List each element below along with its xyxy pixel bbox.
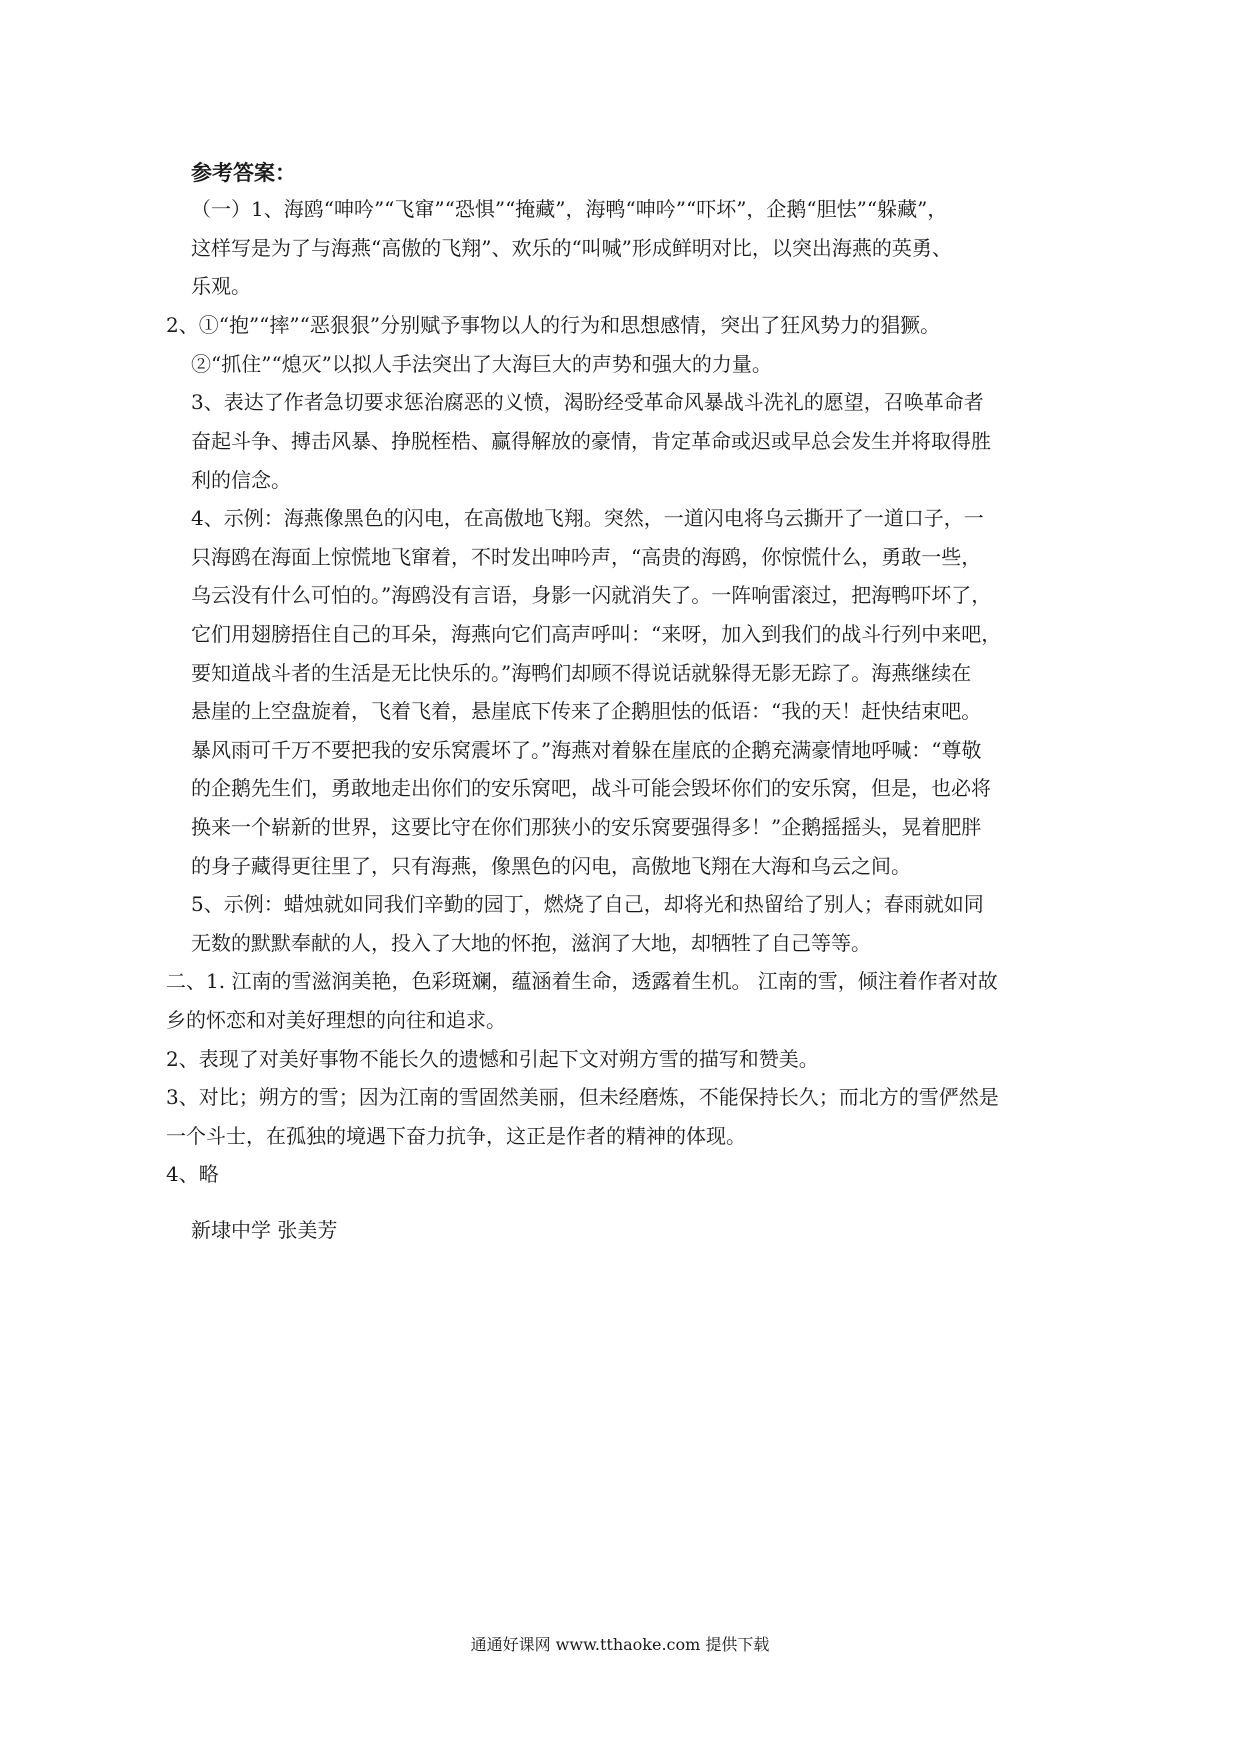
answer-line: 乐观。 — [191, 274, 251, 298]
page-footer: 通通好课网 www.tthaoke.com 提供下载 — [470, 1635, 770, 1654]
answer-line: 它们用翅膀捂住自己的耳朵，海燕向它们高声呼叫：“来呀，加入到我们的战斗行列中来吧， — [191, 622, 1002, 646]
answer-line: 这样写是为了与海燕“高傲的飞翔”、欢乐的“叫喊”形成鲜明对比，以突出海燕的英勇、 — [191, 236, 952, 260]
answer-line: 换来一个崭新的世界，这要比守在你们那狭小的安乐窝要强得多！”企鹅摇摇头，晃着肥胖 — [191, 815, 982, 839]
answer-line: 暴风雨可千万不要把我的安乐窝震坏了。”海燕对着躲在崖底的企鹅充满豪情地呼喊：“尊敬 — [191, 738, 982, 762]
answer-line: 3、对比；朔方的雪；因为江南的雪固然美丽，但未经磨炼，不能保持长久；而北方的雪俨然是 — [166, 1085, 999, 1109]
answer-line: 无数的默默奉献的人，投入了大地的怀抱，滋润了大地，却牺牲了自己等等。 — [191, 931, 871, 955]
answer-line: 2、表现了对美好事物不能长久的遗憾和引起下文对朔方雪的描写和赞美。 — [166, 1047, 819, 1071]
answer-line: ②“抓住”“熄灭”以拟人手法突出了大海巨大的声势和强大的力量。 — [191, 352, 772, 376]
answer-line: 4、示例：海燕像黑色的闪电，在高傲地飞翔。突然，一道闪电将乌云撕开了一道口子，一 — [191, 506, 984, 530]
answer-line: 乌云没有什么可怕的。”海鸥没有言语，身影一闪就消失了。一阵响雷滚过，把海鸭吓坏了， — [191, 583, 992, 607]
answer-line: 5、示例：蜡烛就如同我们辛勤的园丁，燃烧了自己，却将光和热留给了别人；春雨就如同 — [191, 892, 984, 916]
answer-line: 3、表达了作者急切要求惩治腐恶的义愤，渴盼经受革命风暴战斗洗礼的愿望，召唤革命者 — [191, 390, 984, 414]
answer-line: 奋起斗争、搏击风暴、挣脱桎梏、赢得解放的豪情，肯定革命或迟或早总会发生并将取得胜 — [191, 429, 991, 453]
answer-line: 二、1. 江南的雪滋润美艳，色彩斑斓，蕴涵着生命，透露着生机。 江南的雪，倾注着作者对故 — [166, 969, 998, 993]
answer-line: 的企鹅先生们，勇敢地走出你们的安乐窝吧，战斗可能会毁坏你们的安乐窝，但是，也必将 — [191, 776, 991, 800]
answer-line: 悬崖的上空盘旋着，飞着飞着，悬崖底下传来了企鹅胆怯的低语：“我的天！赶快结束吧。 — [191, 699, 982, 723]
answer-line: 要知道战斗者的生活是无比快乐的。”海鸭们却顾不得说话就躲得无影无踪了。海燕继续在 — [191, 661, 972, 685]
answer-line: 的身子藏得更往里了，只有海燕，像黑色的闪电，高傲地飞翔在大海和乌云之间。 — [191, 854, 911, 878]
answer-line: 2、①“抱”“摔”“恶狠狠”分别赋予事物以人的行为和思想感情，突出了狂风势力的猖獗。 — [166, 313, 941, 337]
answer-line: 4、略 — [166, 1162, 219, 1186]
answer-line: 利的信念。 — [191, 468, 291, 492]
answer-line: 乡的怀恋和对美好理想的向往和追求。 — [166, 1008, 506, 1032]
answer-line: 一个斗士，在孤独的境遇下奋力抗争，这正是作者的精神的体现。 — [166, 1124, 746, 1148]
answer-line: （一）1、海鸥“呻吟”“飞窜”“恐惧”“掩藏”，海鸭“呻吟”“吓坏”，企鹅“胆怯”“躲藏”， — [191, 197, 948, 221]
answer-line: 只海鸥在海面上惊慌地飞窜着，不时发出呻吟声，“高贵的海鸥，你惊慌什么，勇敢一些， — [191, 545, 982, 569]
answer-heading: 参考答案： — [191, 161, 296, 185]
author-signature: 新埭中学 张美芳 — [191, 1218, 338, 1242]
